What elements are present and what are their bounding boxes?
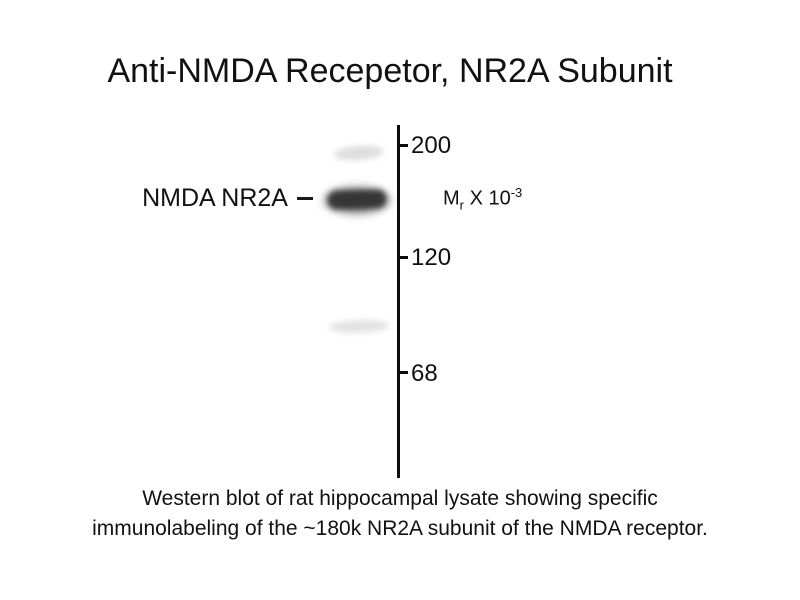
band-annotation-label: NMDA NR2A bbox=[142, 184, 288, 212]
faint-band-lower bbox=[329, 319, 389, 334]
band-pointer-dash bbox=[297, 197, 313, 200]
figure-caption bbox=[0, 484, 800, 544]
caption-line-1: Western blot of rat hippocampal lysate showing specific bbox=[142, 487, 658, 510]
mw-scale-label bbox=[443, 182, 522, 217]
mw-tick-label-200: 200 bbox=[411, 132, 452, 159]
nr2a-band-180k bbox=[327, 189, 387, 210]
mw-tick-200 bbox=[400, 144, 408, 147]
caption-line-2: immunolabeling of the ~180k NR2A subunit of the NMDA receptor. bbox=[92, 517, 708, 540]
molecular-weight-axis-line bbox=[397, 125, 400, 478]
mw-scale-times: X 10 bbox=[464, 187, 511, 210]
mw-tick-68 bbox=[400, 371, 408, 374]
mw-tick-120 bbox=[400, 256, 408, 259]
mw-scale-subscript: r bbox=[459, 197, 465, 213]
band-annotation bbox=[100, 186, 313, 211]
mw-tick-label-68: 68 bbox=[411, 360, 438, 387]
mw-tick-label-120: 120 bbox=[411, 244, 452, 271]
figure-title: Anti-NMDA Recepetor, NR2A Subunit bbox=[107, 52, 673, 90]
faint-band-upper bbox=[334, 144, 385, 161]
mw-scale-base: M bbox=[443, 187, 460, 210]
mw-scale-superscript: -3 bbox=[510, 185, 523, 200]
